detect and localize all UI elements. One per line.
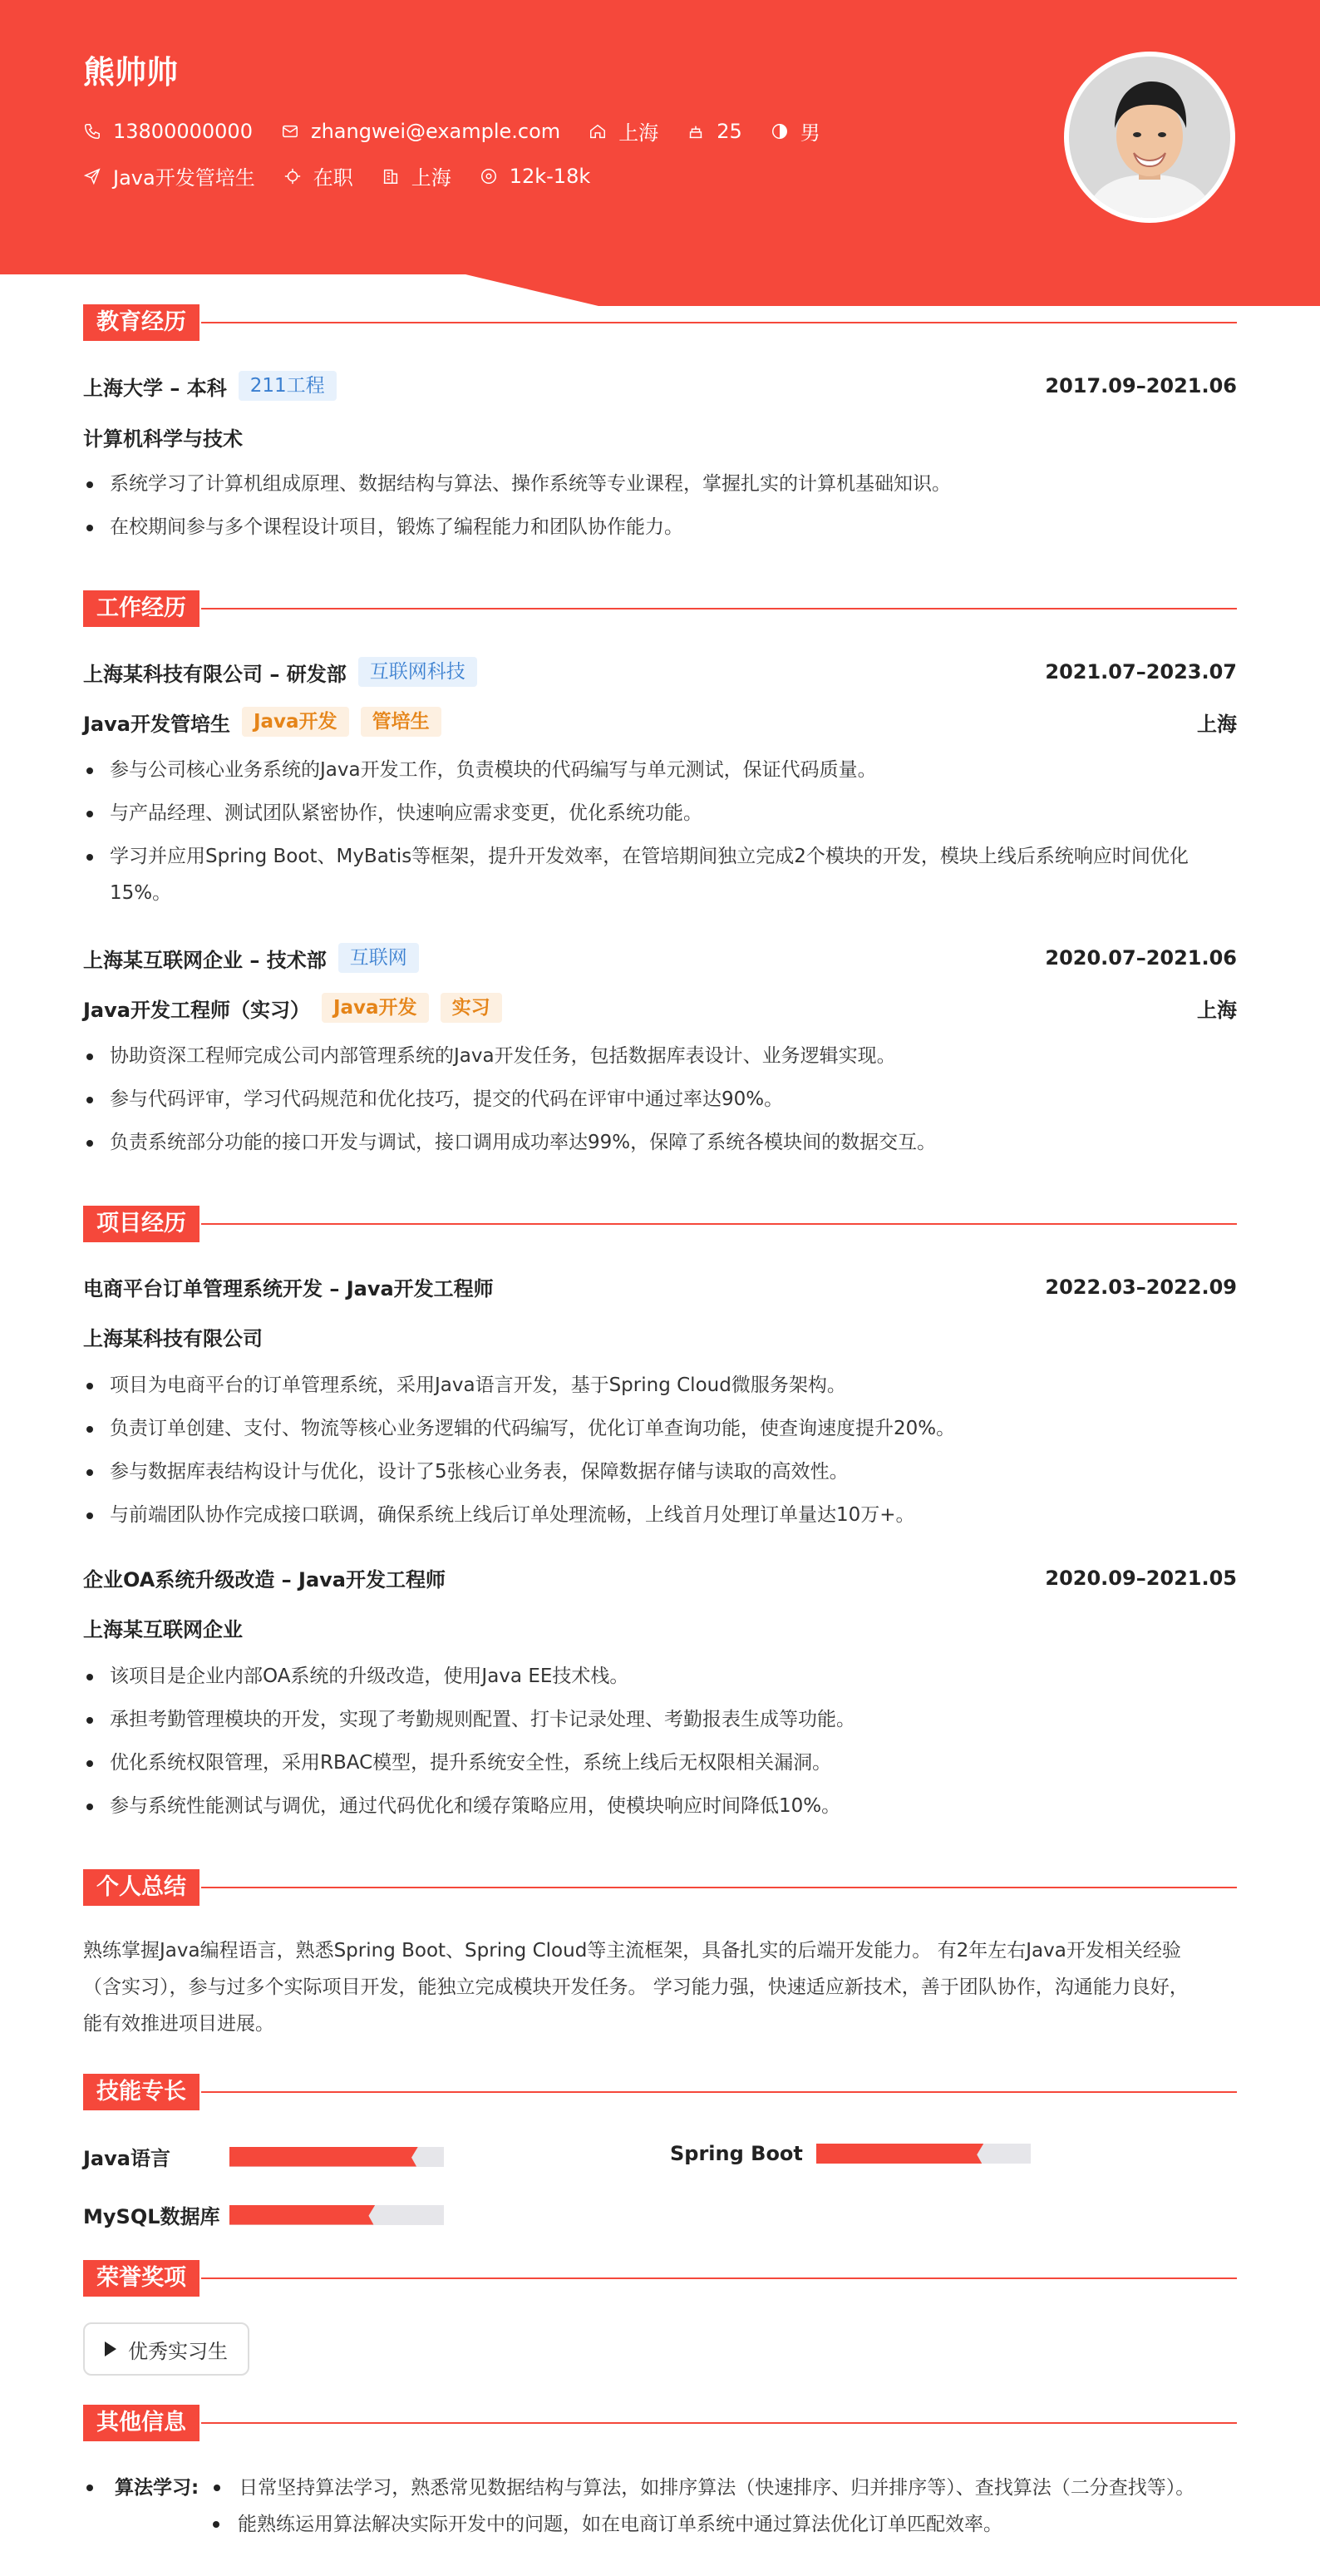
target-city-item — [382, 161, 451, 190]
list-item: 负责系统部分功能的接口开发与调试，接口调用成功率达99%，保障了系统各模块间的数据交互。 — [83, 1124, 1237, 1161]
list-item: 学习并应用Spring Boot、MyBatis等框架，提升开发效率，在管培期间独立完成2个模块的开发，模块上线后系统响应时间优化15%。 — [83, 838, 1237, 911]
gender-text: 男 — [800, 121, 820, 145]
list-item: 参与代码评审，学习代码规范和优化技巧，提交的代码在评审中通过率达90%。 — [83, 1081, 1237, 1118]
building-icon — [382, 167, 400, 185]
summary-line: 能有效推进项目进展。 — [83, 2013, 274, 2035]
section-projects-title: 项目经历 — [83, 1206, 199, 1242]
section-skills-title: 技能专长 — [83, 2074, 199, 2110]
list-item: 负责订单创建、支付、物流等核心业务逻辑的代码编写，优化订单查询功能，使查询速度提升20%。 — [83, 1410, 1237, 1447]
bullet-dot — [213, 2521, 219, 2528]
summary-line: 熟练掌握Java编程语言，熟悉Spring Boot、Spring Cloud等主流框架，具备扎实的后端开发能力。 有2年左右Java开发相关经验 — [83, 1940, 1181, 1962]
section-honors-title: 荣誉奖项 — [83, 2260, 199, 2297]
skill-label: Java语言 — [83, 2147, 170, 2170]
phone-icon — [83, 122, 101, 141]
work-1-header-row — [83, 657, 1237, 687]
project-2-date: 2020.09–2021.05 — [1045, 1566, 1237, 1590]
project-2-company-row — [83, 1613, 1237, 1642]
skill-bar — [229, 2205, 444, 2225]
target-city-text: 上海 — [411, 166, 451, 190]
other-info-text: 能熟练运用算法解决实际开发中的问题，如在电商订单系统中通过算法优化订单匹配效率。 — [238, 2514, 1002, 2535]
project-1-header-row — [83, 1272, 1237, 1301]
work-2-date: 2020.07–2021.06 — [1045, 946, 1237, 970]
gender-item — [771, 116, 820, 146]
section-divider — [201, 322, 1237, 323]
gender-icon — [771, 122, 789, 141]
salary-item — [480, 165, 591, 188]
section-divider — [201, 2422, 1237, 2424]
project-2-title: 企业OA系统升级改造 – Java开发工程师 — [83, 1568, 446, 1591]
section-education — [83, 304, 1237, 341]
candidate-name: 熊帅帅 — [83, 54, 179, 91]
section-honors — [83, 2260, 1237, 2297]
work-1-position-row — [83, 707, 1237, 737]
skill-bar-fill — [229, 2147, 418, 2167]
other-info-item — [83, 2470, 1237, 2506]
school-badge: 211工程 — [239, 371, 337, 401]
section-education-title: 教育经历 — [83, 304, 199, 341]
bullet-dot — [86, 2485, 93, 2491]
city-text: 上海 — [618, 121, 659, 145]
salary-text: 12k-18k — [509, 164, 591, 188]
project-2-bullets — [83, 1658, 1237, 1831]
section-divider — [201, 2277, 1237, 2279]
list-item: 与产品经理、测试团队紧密协作，快速响应需求变更，优化系统功能。 — [83, 795, 1237, 832]
skill-mysql — [83, 2200, 444, 2229]
status-item — [283, 161, 353, 190]
education-header-row — [83, 371, 1237, 401]
intent-row — [83, 161, 618, 190]
list-item: 该项目是企业内部OA系统的升级改造，使用Java EE技术栈。 — [83, 1658, 1237, 1695]
section-divider — [201, 1887, 1237, 1888]
education-bullets — [83, 466, 1237, 552]
phone-item — [83, 120, 253, 143]
home-icon — [589, 122, 607, 141]
skill-bar-fill — [816, 2144, 983, 2164]
work-1-bullets — [83, 752, 1237, 918]
other-info-list — [83, 2470, 1237, 2543]
section-other — [83, 2405, 1237, 2441]
list-item: 协助资深工程师完成公司内部管理系统的Java开发任务，包括数据库表设计、业务逻辑实现。 — [83, 1038, 1237, 1074]
work-2-position-row — [83, 993, 1237, 1023]
job-intent-item — [83, 161, 255, 190]
work-2-header-row — [83, 943, 1237, 973]
work-1-company: 上海某科技有限公司 – 研发部 — [83, 662, 347, 686]
age-item — [687, 120, 742, 143]
section-divider — [201, 608, 1237, 609]
section-other-title: 其他信息 — [83, 2405, 199, 2441]
section-projects — [83, 1206, 1237, 1242]
mail-icon — [281, 122, 299, 141]
other-info-text: 日常坚持算法学习，熟悉常见数据结构与算法，如排序算法（快速排序、归并排序等）、查找算法（二分查找等）。 — [239, 2477, 1195, 2499]
work-2-tag: Java开发 — [322, 993, 429, 1023]
contact-row — [83, 116, 849, 146]
honor-badge[interactable] — [83, 2322, 249, 2376]
list-item: 承担考勤管理模块的开发，实现了考勤规则配置、打卡记录处理、考勤报表生成等功能。 — [83, 1701, 1237, 1738]
major-name: 计算机科学与技术 — [83, 427, 243, 451]
status-icon — [283, 167, 302, 185]
project-1-company-row — [83, 1322, 1237, 1351]
phone-text: 13800000000 — [113, 119, 253, 143]
section-skills — [83, 2074, 1237, 2110]
other-info-label: 算法学习: — [115, 2477, 199, 2499]
work-1-location: 上海 — [1197, 712, 1237, 736]
work-1-tag: Java开发 — [242, 707, 349, 737]
cake-icon — [687, 122, 705, 141]
work-2-badge: 互联网 — [338, 943, 419, 973]
skill-bar — [229, 2147, 444, 2167]
list-item: 参与公司核心业务系统的Java开发工作，负责模块的代码编写与单元测试，保证代码质量。 — [83, 752, 1237, 788]
education-date: 2017.09–2021.06 — [1045, 374, 1237, 397]
city-item — [589, 116, 658, 146]
section-summary-title: 个人总结 — [83, 1869, 199, 1906]
work-1-position: Java开发管培生 — [83, 712, 230, 736]
skill-spring-boot — [670, 2142, 1031, 2165]
work-1-tag: 管培生 — [361, 707, 441, 737]
section-summary — [83, 1869, 1237, 1906]
email-item — [281, 120, 560, 143]
skill-bar-fill — [229, 2205, 375, 2225]
other-info-subitem — [209, 2506, 1237, 2543]
project-1-title: 电商平台订单管理系统开发 – Java开发工程师 — [83, 1277, 494, 1300]
email-text: zhangwei@example.com — [310, 119, 561, 143]
list-item: 参与数据库表结构设计与优化，设计了5张核心业务表，保障数据存储与读取的高效性。 — [83, 1453, 1237, 1490]
section-work — [83, 590, 1237, 627]
project-1-bullets — [83, 1367, 1237, 1540]
honor-label: 优秀实习生 — [128, 2339, 228, 2363]
resume-header — [0, 0, 1320, 306]
skill-label: Spring Boot — [670, 2142, 803, 2165]
job-intent-text: Java开发管培生 — [113, 166, 255, 190]
avatar-photo — [1069, 57, 1230, 218]
project-2-company: 上海某互联网企业 — [83, 1618, 243, 1641]
work-2-company: 上海某互联网企业 – 技术部 — [83, 948, 327, 972]
project-1-date: 2022.03–2022.09 — [1045, 1275, 1237, 1299]
section-divider — [201, 1223, 1237, 1225]
work-1-date: 2021.07–2023.07 — [1045, 660, 1237, 683]
skill-java — [83, 2142, 444, 2171]
list-item: 优化系统权限管理，采用RBAC模型，提升系统安全性，系统上线后无权限相关漏洞。 — [83, 1744, 1237, 1781]
school-name: 上海大学 – 本科 — [83, 376, 227, 400]
skill-label: MySQL数据库 — [83, 2205, 220, 2228]
skill-bar — [816, 2144, 1031, 2164]
coin-icon — [480, 167, 498, 185]
summary-text — [83, 1932, 1237, 2042]
list-item: 在校期间参与多个课程设计项目，锻炼了编程能力和团队协作能力。 — [83, 509, 1237, 545]
section-divider — [201, 2091, 1237, 2093]
work-2-tag: 实习 — [441, 993, 502, 1023]
list-item: 参与系统性能测试与调优，通过代码优化和缓存策略应用，使模块响应时间降低10%。 — [83, 1788, 1237, 1824]
bullet-dot — [214, 2485, 220, 2491]
age-text: 25 — [717, 119, 742, 143]
project-2-header-row — [83, 1563, 1237, 1592]
work-2-bullets — [83, 1038, 1237, 1167]
list-item: 与前端团队协作完成接口联调，确保系统上线后订单处理流畅，上线首月处理订单量达10万+。 — [83, 1497, 1237, 1533]
summary-line: （含实习），参与过多个实际项目开发，能独立完成模块开发任务。 学习能力强，快速适应新技术，善于团队协作，沟通能力良好， — [83, 1976, 1189, 1998]
work-1-badge: 互联网科技 — [358, 657, 477, 687]
work-2-location: 上海 — [1197, 998, 1237, 1022]
education-major-row — [83, 422, 1237, 452]
work-2-position: Java开发工程师（实习） — [83, 998, 310, 1022]
section-work-title: 工作经历 — [83, 590, 199, 627]
send-icon — [83, 167, 101, 185]
project-1-company: 上海某科技有限公司 — [83, 1327, 263, 1350]
status-text: 在职 — [313, 166, 353, 190]
list-item: 系统学习了计算机组成原理、数据结构与算法、操作系统等专业课程，掌握扎实的计算机基础知识。 — [83, 466, 1237, 502]
play-icon — [105, 2342, 116, 2356]
avatar — [1064, 52, 1235, 223]
list-item: 项目为电商平台的订单管理系统，采用Java语言开发，基于Spring Cloud微服务架构。 — [83, 1367, 1237, 1404]
